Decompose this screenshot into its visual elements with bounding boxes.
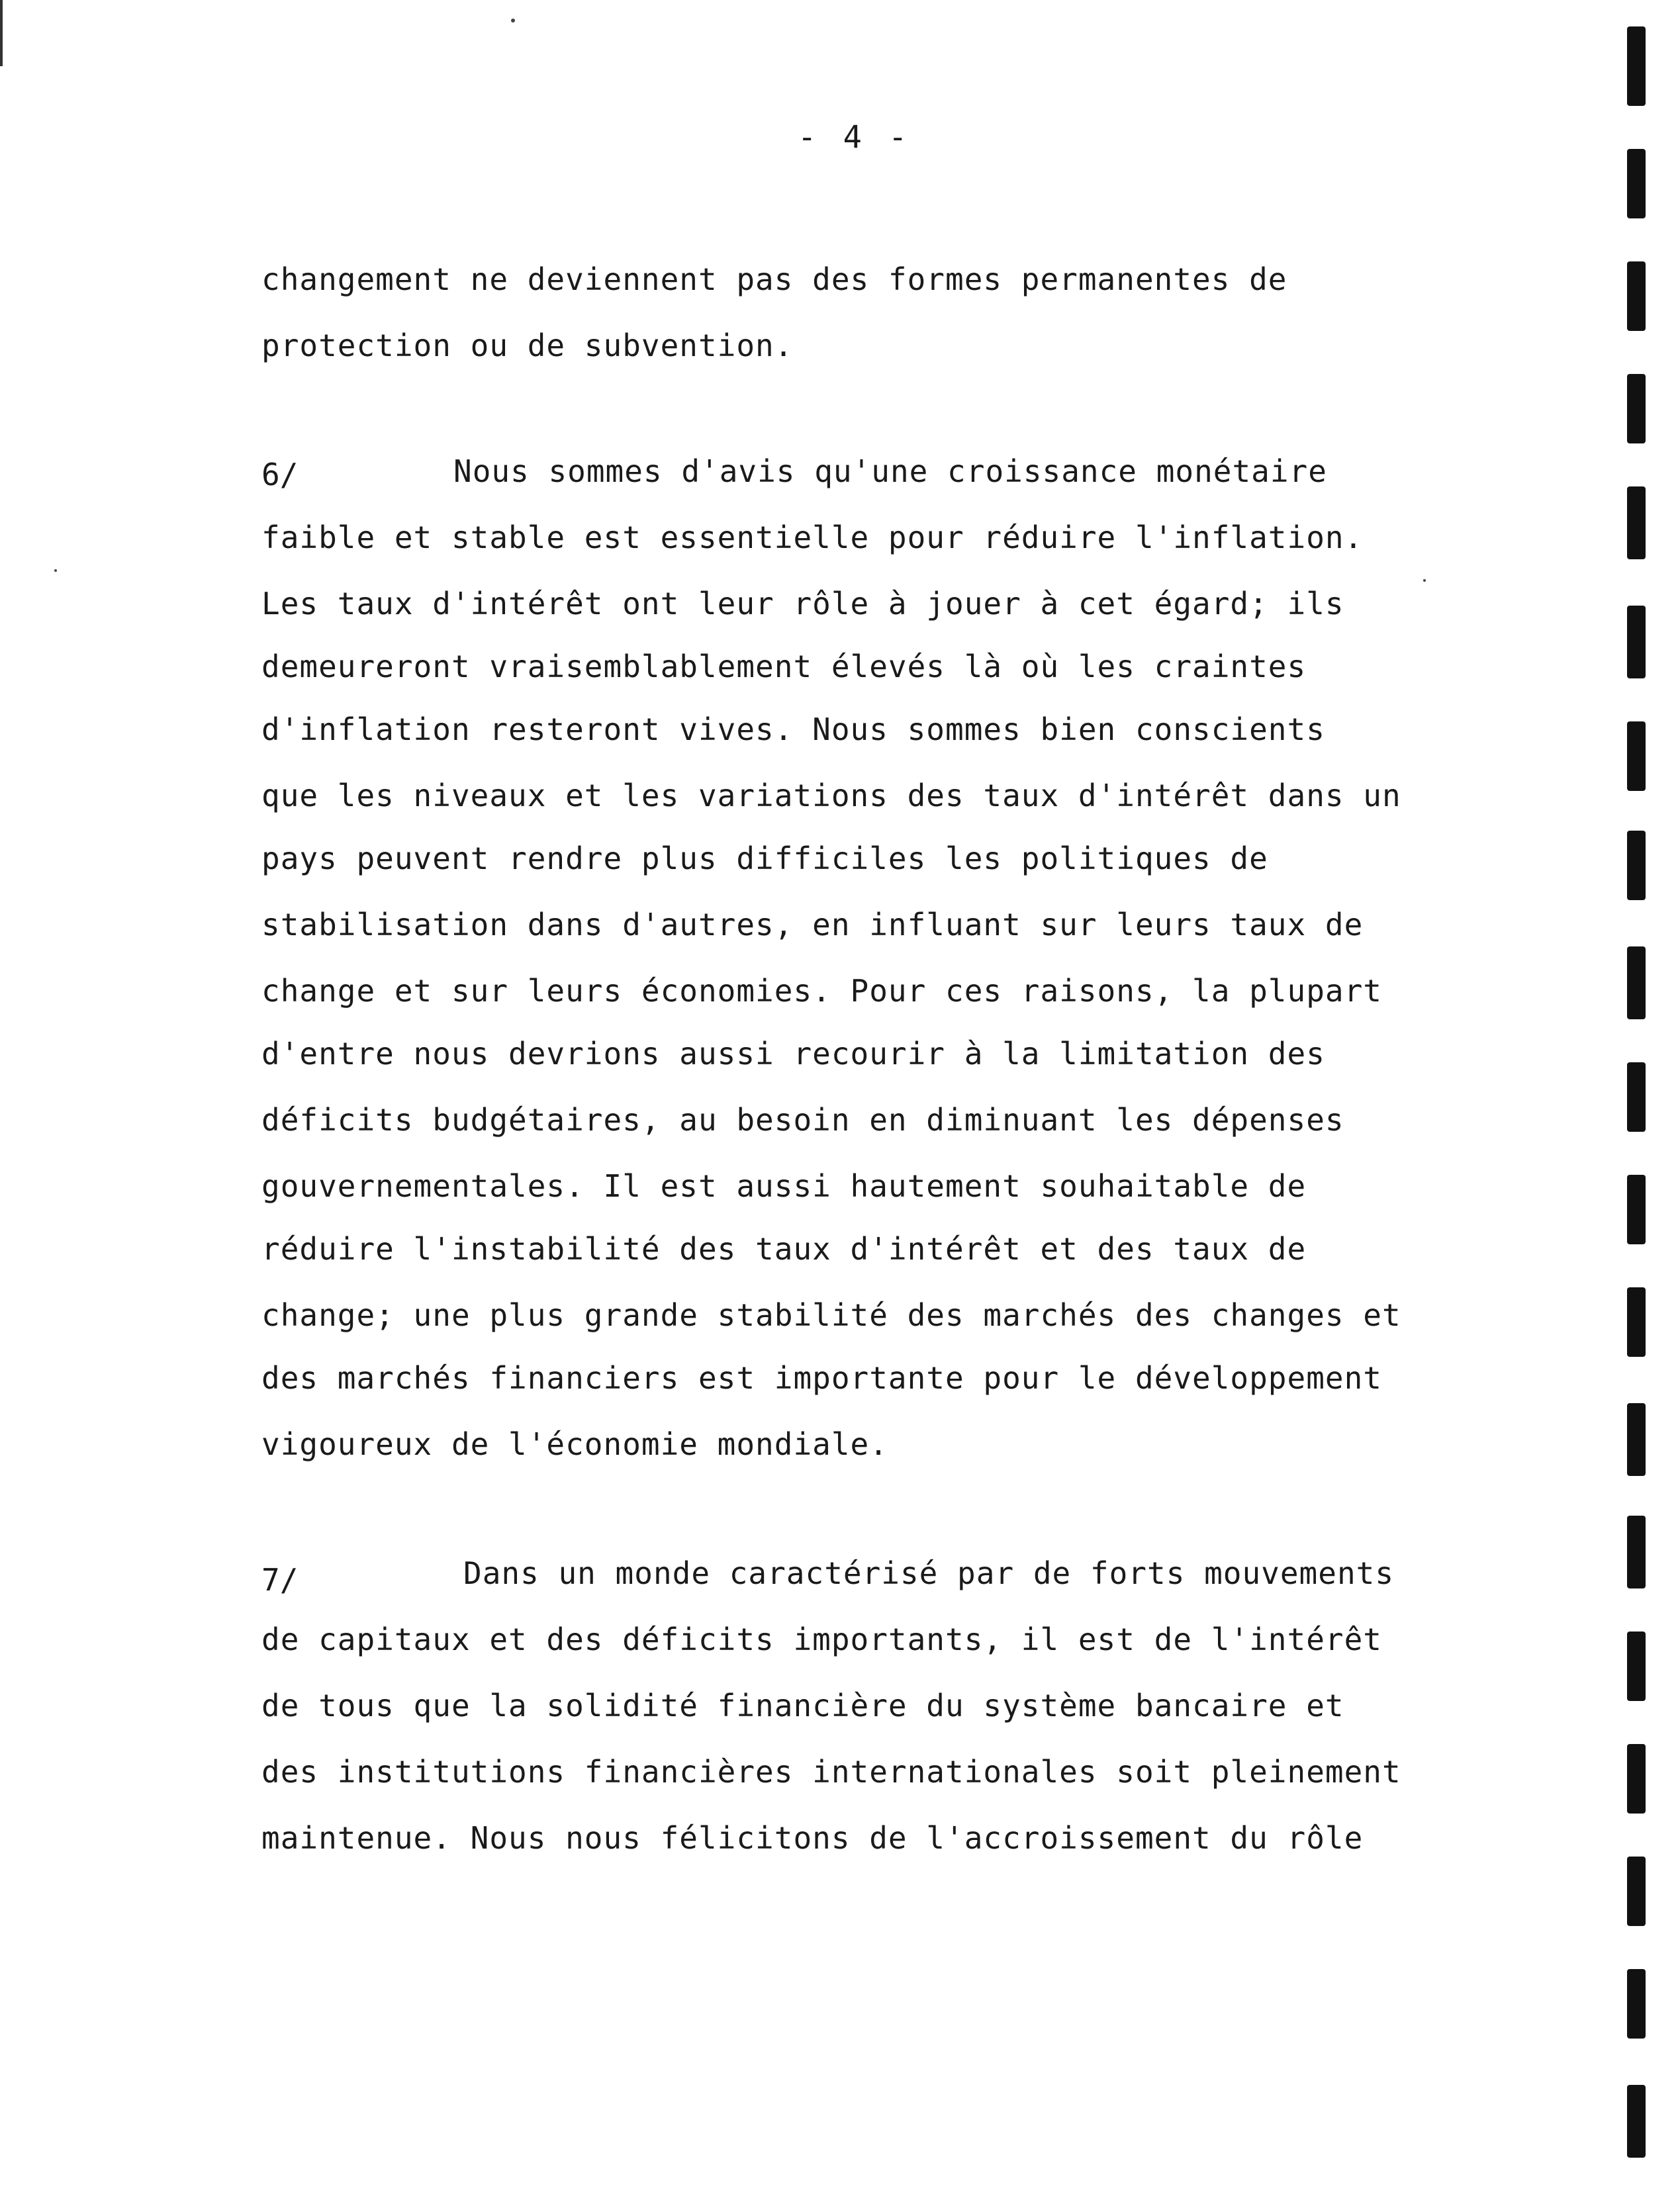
text-line-5: Les taux d'intérêt ont leur rôle à jouer à cet égard; ils [261, 586, 1344, 621]
binding-mark [1627, 26, 1646, 106]
binding-mark [1627, 1516, 1646, 1588]
binding-mark [1627, 1287, 1646, 1357]
text-line-13: déficits budgétaires, au besoin en diminuant les dépenses [261, 1102, 1344, 1138]
text-line-23: maintenue. Nous nous félicitons de l'accroissement du rôle [261, 1820, 1364, 1856]
text-line-18: vigoureux de l'économie mondiale. [261, 1426, 888, 1462]
paragraph-number-6: 6/ [261, 457, 299, 492]
text-line-1: changement ne deviennent pas des formes permanentes de [261, 261, 1287, 297]
paragraph-number-7: 7/ [261, 1562, 299, 1598]
binding-mark [1627, 946, 1646, 1019]
text-line-10: stabilisation dans d'autres, en influant sur leurs taux de [261, 907, 1364, 942]
text-line-15: réduire l'instabilité des taux d'intérêt et des taux de [261, 1231, 1307, 1267]
text-line-9: pays peuvent rendre plus difficiles les politiques de [261, 841, 1268, 876]
binding-mark [1627, 261, 1646, 331]
text-line-8: que les niveaux et les variations des taux d'intérêt dans un [261, 778, 1401, 813]
text-line-20: de capitaux et des déficits importants, il est de l'intérêt [261, 1622, 1382, 1657]
text-line-4: faible et stable est essentielle pour réduire l'inflation. [261, 520, 1364, 555]
binding-mark [1627, 1744, 1646, 1814]
text-line-14: gouvernementales. Il est aussi hautement souhaitable de [261, 1168, 1307, 1204]
text-line-11: change et sur leurs économies. Pour ces raisons, la plupart [261, 973, 1382, 1009]
binding-mark [1627, 1969, 1646, 2039]
binding-mark [1627, 2085, 1646, 2158]
scan-speck [511, 19, 515, 23]
text-line-19: Dans un monde caractérisé par de forts mouvements [463, 1555, 1395, 1591]
binding-mark [1627, 1857, 1646, 1926]
page-number: - 4 - [798, 119, 911, 156]
binding-mark [1627, 831, 1646, 900]
binding-mark [1627, 1403, 1646, 1476]
binding-mark [1627, 486, 1646, 559]
text-line-3: Nous sommes d'avis qu'une croissance monétaire [453, 453, 1327, 489]
scan-speck [54, 569, 57, 572]
binding-mark [1627, 149, 1646, 218]
binding-mark [1627, 1175, 1646, 1244]
left-edge-rule [0, 0, 3, 66]
text-line-7: d'inflation resteront vives. Nous sommes bien conscients [261, 712, 1325, 747]
text-line-21: de tous que la solidité financière du système bancaire et [261, 1688, 1344, 1723]
text-line-6: demeureront vraisemblablement élevés là où les craintes [261, 649, 1307, 684]
binding-mark [1627, 1632, 1646, 1701]
text-line-2: protection ou de subvention. [261, 328, 794, 363]
text-line-12: d'entre nous devrions aussi recourir à la limitation des [261, 1036, 1325, 1072]
binding-mark [1627, 1062, 1646, 1132]
text-line-22: des institutions financières internationales soit pleinement [261, 1754, 1401, 1790]
binding-mark [1627, 721, 1646, 791]
text-line-16: change; une plus grande stabilité des marchés des changes et [261, 1297, 1401, 1333]
scan-speck [1423, 579, 1426, 582]
text-line-17: des marchés financiers est importante pour le développement [261, 1360, 1382, 1396]
binding-mark [1627, 374, 1646, 443]
binding-mark [1627, 606, 1646, 678]
